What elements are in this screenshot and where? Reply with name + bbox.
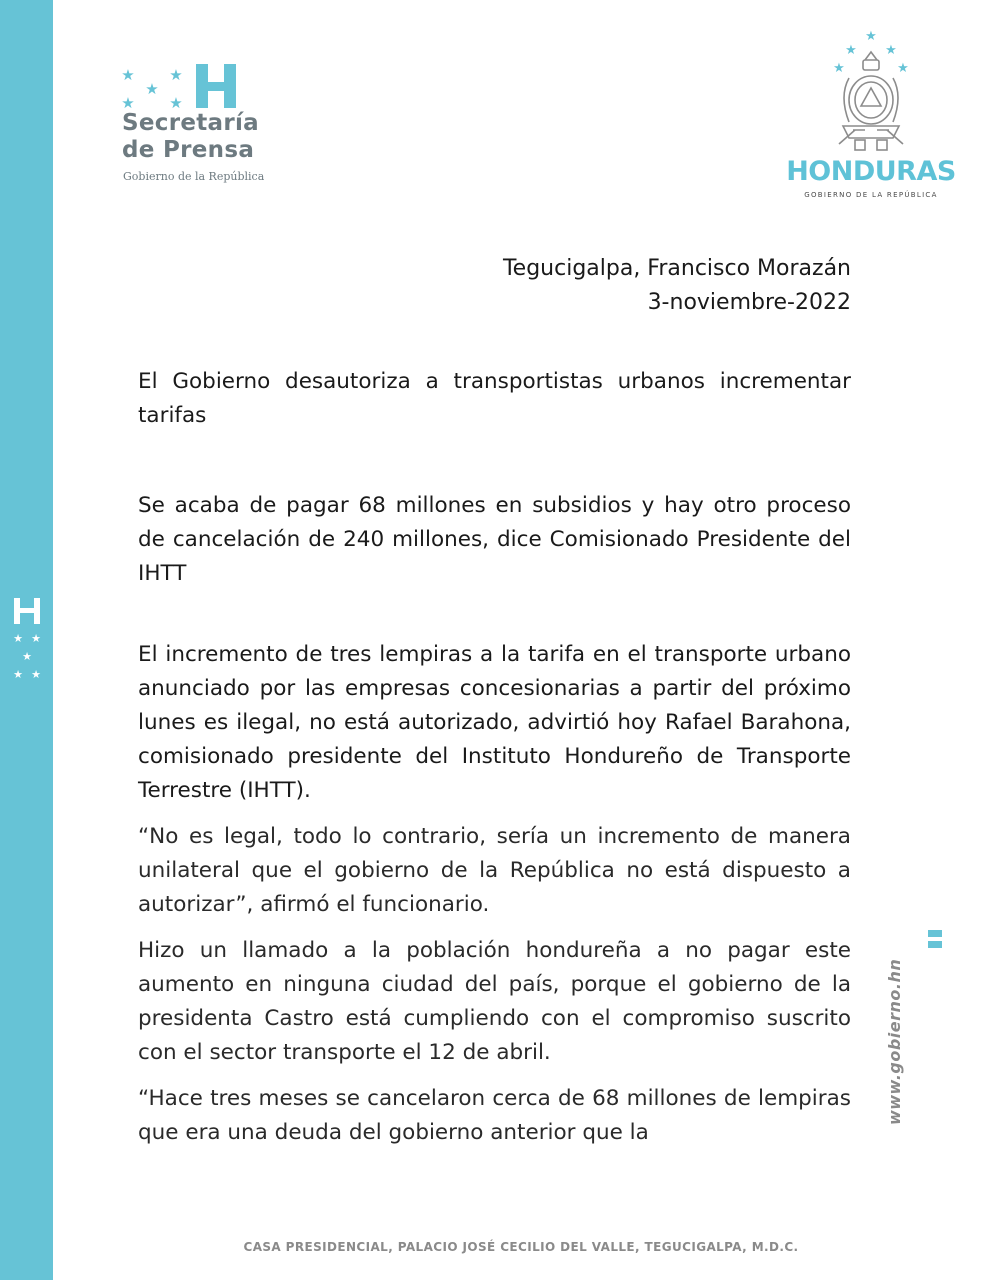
stars-icon (118, 64, 188, 110)
svg-text:★: ★ (897, 61, 909, 76)
svg-text:★: ★ (121, 66, 135, 84)
honduras-government-logo (780, 26, 962, 206)
honduras-title: HONDURAS (786, 156, 956, 187)
svg-text:★: ★ (31, 632, 41, 645)
article-subheadline: Se acaba de pagar 68 millones en subsidios y hay otro proceso de cancelación de 240 millones, dice Comisionado Presidente del IHTT (138, 493, 851, 586)
article-paragraph-2: “No es legal, todo lo contrario, sería un incremento de manera unilateral que el gobierno de la República no está dispuesto a autorizar”, afirmó el funcionario. (138, 824, 851, 917)
date-line: 3-noviembre-2022 (647, 290, 851, 315)
svg-text:★: ★ (865, 29, 877, 44)
footer-address: CASA PRESIDENCIAL, PALACIO JOSÉ CECILIO DEL VALLE, TEGUCIGALPA, M.D.C. (243, 1240, 799, 1254)
svg-text:★: ★ (13, 668, 23, 681)
svg-text:★: ★ (833, 61, 845, 76)
article-paragraph-1: El incremento de tres lempiras a la tarifa en el transporte urbano anunciado por las empresas concesionarias a partir del próximo lunes es ilegal, no está autorizado, advirtió hoy Rafael Barahona, comisionado presidente del Instituto Hondureño de Transporte Terrestre (IHTT). (138, 642, 851, 803)
svg-text:★: ★ (22, 650, 32, 663)
press-name-line2: de Prensa (122, 137, 255, 163)
coat-of-arms-icon (825, 26, 917, 154)
svg-text:★: ★ (845, 43, 857, 58)
h-mark-icon (194, 64, 238, 108)
website-vertical-text: www.gobierno.hn (885, 958, 904, 1125)
article-paragraph-4: “Hace tres meses se cancelaron cerca de 68 millones de lempiras que era una deuda del gobierno anterior que la (138, 1086, 851, 1145)
svg-text:★: ★ (13, 632, 23, 645)
svg-text:★: ★ (145, 80, 159, 98)
article-paragraph-3: Hizo un llamado a la población hondureña a no pagar este aumento en ninguna ciudad del país, porque el gobierno de la presidenta Castro está cumpliendo con el compromiso suscrito con el sector transporte el 12 de abril. (138, 938, 851, 1065)
small-h-icon (927, 930, 943, 950)
press-office-subtitle: Gobierno de la República (123, 170, 265, 183)
place-line: Tegucigalpa, Francisco Morazán (502, 256, 851, 281)
svg-text:★: ★ (169, 66, 183, 84)
place-date-block (503, 252, 851, 320)
svg-text:★: ★ (31, 668, 41, 681)
svg-text:★: ★ (885, 43, 897, 58)
left-accent-bar (0, 0, 53, 1280)
press-name-line1: Secretaría (122, 110, 260, 136)
honduras-subtitle: GOBIERNO DE LA REPÚBLICA (804, 191, 938, 199)
press-release-body (138, 365, 851, 1150)
article-headline: El Gobierno desautoriza a transportistas urbanos incrementar tarifas (138, 369, 851, 428)
side-h-logo-icon (8, 598, 46, 684)
press-office-name (122, 110, 259, 164)
svg-text:★: ★ (121, 94, 135, 110)
secretaria-prensa-logo (118, 62, 298, 192)
svg-text:★: ★ (169, 94, 183, 110)
